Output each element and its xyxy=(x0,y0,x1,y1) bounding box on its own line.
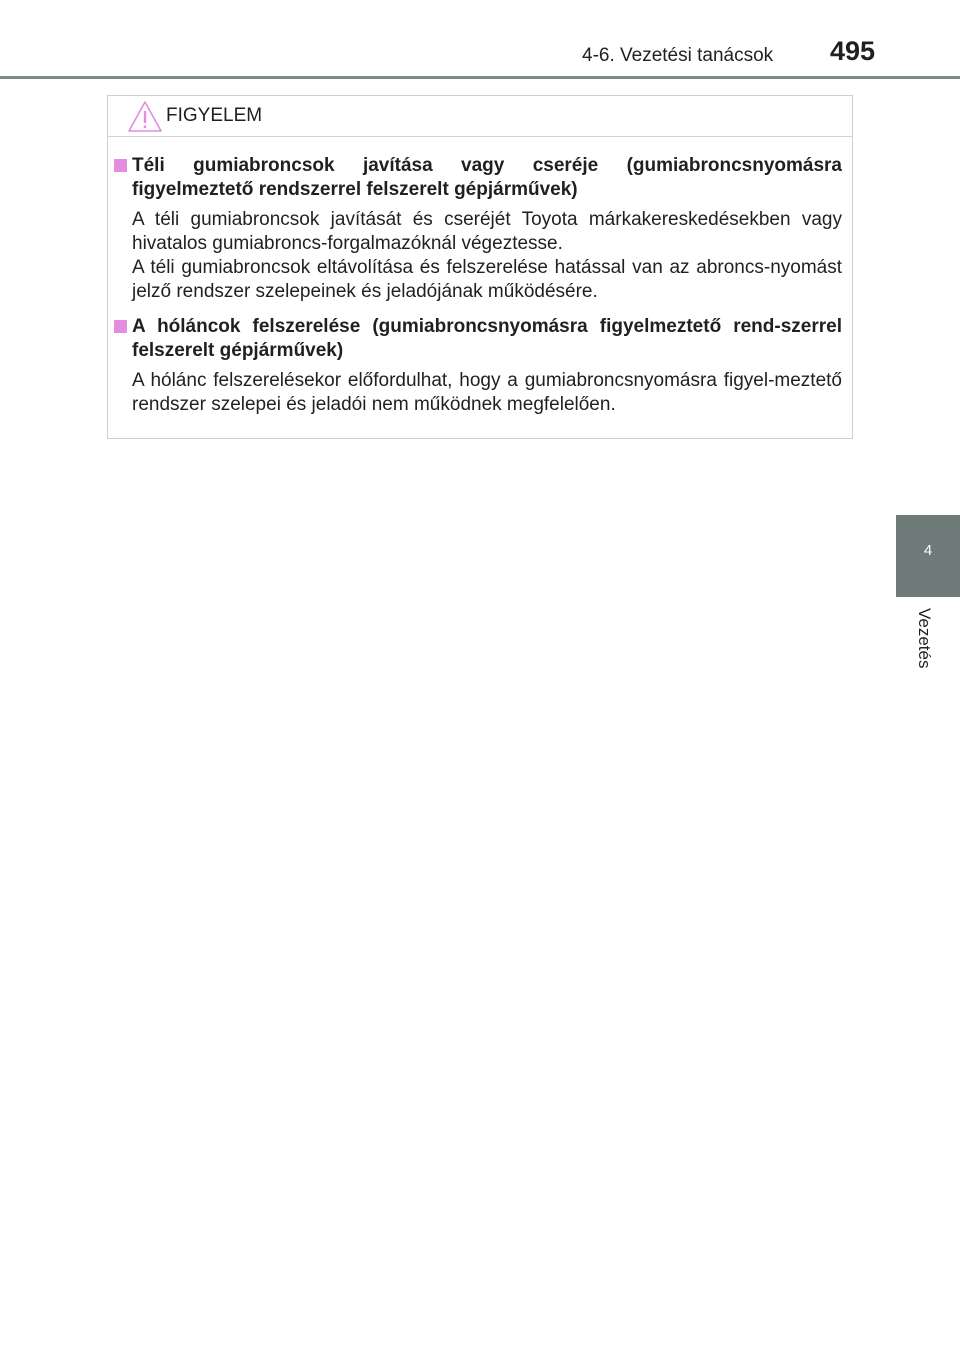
item-heading: A hóláncok felszerelése (gumiabroncsnyomásra figyelmeztető rend-szerrel felszerelt gépjárművek) xyxy=(132,316,842,361)
caution-header xyxy=(108,96,852,137)
chapter-number: 4 xyxy=(923,542,933,559)
item-paragraph: A téli gumiabroncsok javítását és cseréjét Toyota márkakereskedésekben vagy hivatalos gumiabroncs-forgalmazóknál végeztesse. xyxy=(132,209,842,254)
chapter-title: Vezetés xyxy=(915,608,934,669)
section-title: 4-6. Vezetési tanácsok xyxy=(582,45,774,66)
page-number: 495 xyxy=(830,36,876,66)
item-heading: Téli gumiabroncsok javítása vagy cseréje (gumiabroncsnyomásra figyelmeztető rendszerrel felszerelt gépjárművek) xyxy=(132,155,842,200)
warning-triangle-icon xyxy=(127,100,163,134)
bullet-square-icon xyxy=(114,159,127,172)
chapter-tab xyxy=(896,515,960,597)
item-paragraph: A téli gumiabroncsok eltávolítása és felszerelése hatással van az abroncs-nyomást jelző rendszer szelepeinek és jeladójának működésére. xyxy=(132,257,842,302)
caution-title: FIGYELEM xyxy=(166,105,263,126)
caution-box xyxy=(107,95,853,439)
item-body xyxy=(132,369,842,417)
item-paragraph: A hólánc felszerelésekor előfordulhat, hogy a gumiabroncsnyomásra figyel-meztető rendszer szelepei és jeladói nem működnek megfelelően. xyxy=(132,370,842,415)
bullet-square-icon xyxy=(114,320,127,333)
header-divider xyxy=(0,76,960,79)
item-body xyxy=(132,208,842,304)
